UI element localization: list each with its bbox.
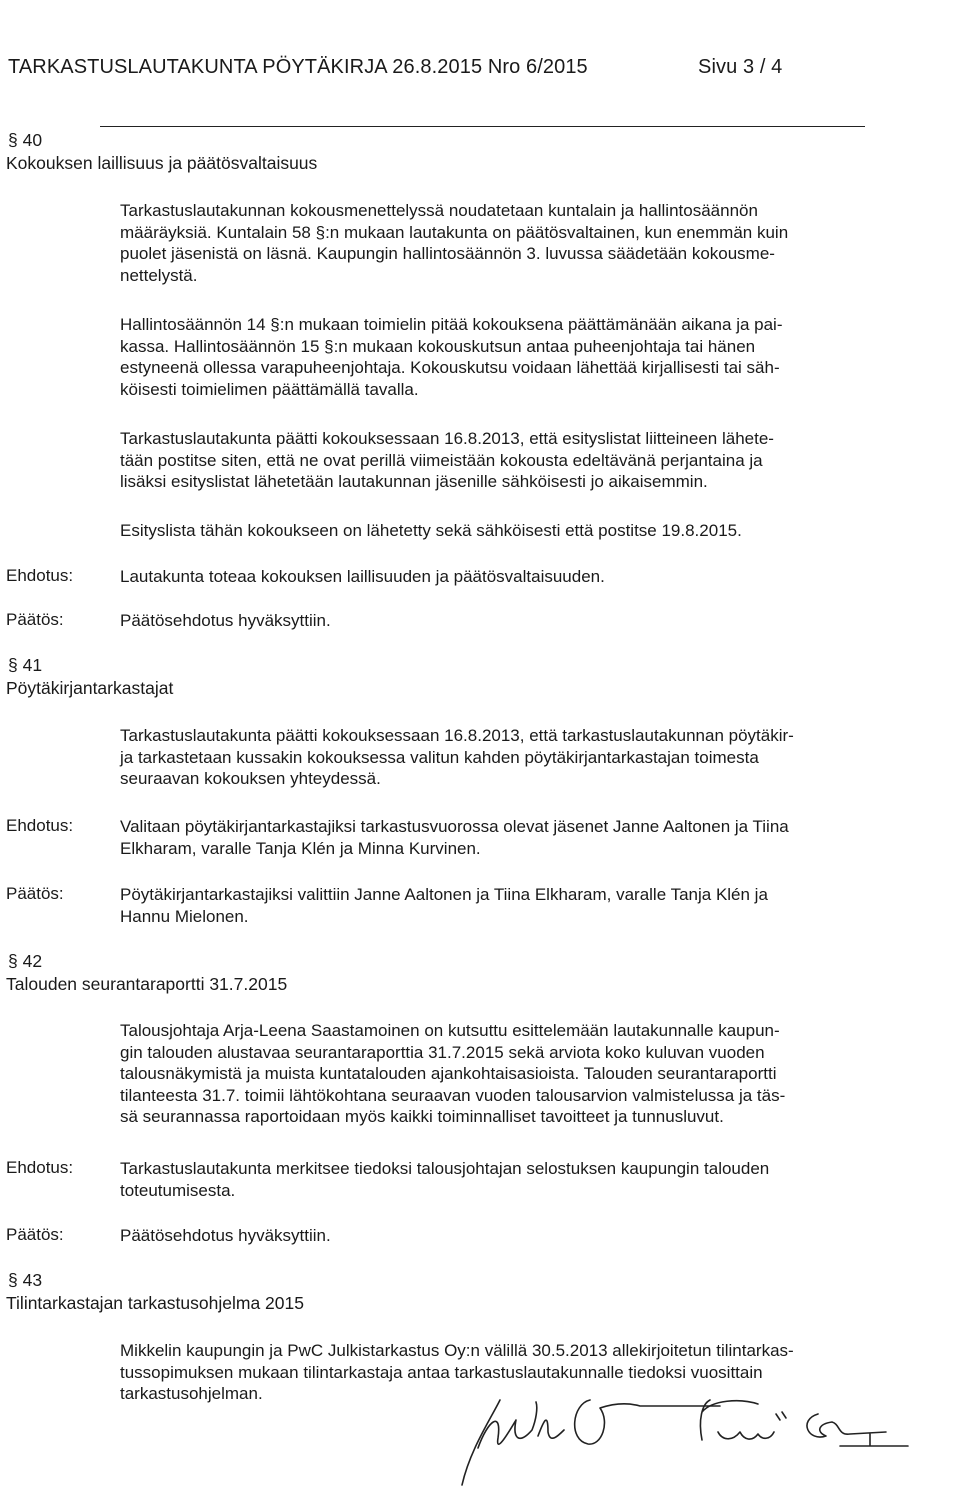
text-line: seuraavan kokouksen yhteydessä. [120, 769, 381, 788]
text-line: Päätösehdotus hyväksyttiin. [120, 1226, 331, 1245]
text-line: Mikkelin kaupungin ja PwC Julkistarkastus Oy:n välillä 30.5.2013 allekirjoitetun tilintarkas- [120, 1341, 794, 1360]
ehdotus-text [120, 1158, 769, 1201]
text-line: nettelystä. [120, 265, 198, 285]
text-line: Valitaan pöytäkirjantarkastajiksi tarkastusvuorossa olevat jäsenet Janne Aaltonen ja Tiina [120, 817, 789, 836]
section-title: Talouden seurantaraportti 31.7.2015 [6, 974, 288, 994]
text-line: gin talouden alustavaa seurantaraporttia 31.7.2015 sekä arviota koko kuluvan vuoden [120, 1042, 765, 1062]
signature-stroke [718, 1432, 774, 1439]
paatos-label: Päätös: [6, 610, 64, 629]
ehdotus-label: Ehdotus: [6, 566, 74, 585]
text-line: sä seurannassa raportoidaan myös kaikki toiminnalliset tavoitteet ja tunnusluvut. [120, 1107, 724, 1126]
text-line: Lautakunta toteaa kokouksen laillisuuden ja päätösvaltaisuuden. [120, 567, 605, 586]
paragraph [120, 200, 920, 286]
section-number: § 41 [8, 655, 43, 675]
text-line: määräyksiä. Kuntalain 58 §:n mukaan lautakunta on päätösvaltainen, kun enemmän kuin [120, 222, 789, 242]
text-line: Tarkastuslautakunta päätti kokouksessaan 16.8.2013, että esityslistat liitteineen lähete- [120, 429, 774, 448]
text-line: Hallintosäännön 14 §:n mukaan toimielin pitää kokouksena päättämänään aikana ja pai- [120, 315, 783, 334]
paragraph [120, 725, 920, 790]
section-number: § 43 [8, 1270, 43, 1290]
paragraph [120, 1020, 920, 1128]
text-line: Hannu Mielonen. [120, 906, 249, 926]
text-line: tilanteesta 31.7. toimii lähtökohtana seuraavan vuoden talousarvion valmistelussa ja täs- [120, 1085, 786, 1105]
text-line: Pöytäkirjantarkastajiksi valittiin Janne Aaltonen ja Tiina Elkharam, varalle Tanja Klén ja [120, 885, 768, 904]
page-header [8, 56, 783, 79]
ehdotus-text [120, 816, 789, 859]
text-line: tussopimuksen mukaan tilintarkastaja antaa tarkastuslautakunnalle tiedoksi vuosittain [120, 1362, 763, 1382]
paatos-text [120, 610, 331, 632]
signature-stroke [478, 1402, 564, 1448]
paatos-label: Päätös: [6, 1225, 64, 1244]
text-line: köisesti toimielimen päättämällä tavalla. [120, 379, 419, 399]
paragraph [120, 428, 920, 493]
text-line: ja tarkastetaan kussakin kokouksessa valitun kahden pöytäkirjantarkastajan toimesta [120, 747, 759, 767]
page-number: Sivu 3 / 4 [698, 56, 783, 78]
paatos-text [120, 1225, 331, 1247]
signature-stroke [807, 1414, 908, 1446]
header-divider [100, 126, 865, 127]
signature-stroke [575, 1400, 720, 1444]
section-title: Kokouksen laillisuus ja päätösvaltaisuus [6, 153, 318, 173]
section-title: Pöytäkirjantarkastajat [6, 678, 174, 698]
document-title: TARKASTUSLAUTAKUNTA PÖYTÄKIRJA 26.8.2015 Nro 6/2015 [8, 56, 588, 78]
text-line: estyneenä ollessa varapuheenjohtaja. Kokouskutsu voidaan lähettää kirjallisesti tai säh- [120, 358, 780, 377]
text-line: Elkharam, varalle Tanja Klén ja Minna Kurvinen. [120, 838, 481, 858]
signature-stroke [700, 1400, 758, 1440]
text-line: Päätösehdotus hyväksyttiin. [120, 611, 331, 630]
paragraph [120, 520, 920, 542]
text-line: Talousjohtaja Arja-Leena Saastamoinen on kutsuttu esittelemään lautakunnalle kaupun- [120, 1021, 780, 1040]
text-line: Esityslista tähän kokoukseen on lähetetty sekä sähköisesti että postitse 19.8.2015. [120, 521, 742, 540]
ehdotus-text [120, 566, 605, 588]
text-line: toteutumisesta. [120, 1180, 236, 1200]
text-line: Tarkastuslautakunnan kokousmenettelyssä noudatetaan kuntalain ja hallintosäännön [120, 201, 758, 220]
signature-stroke [462, 1400, 500, 1485]
text-line: tään postitse siten, että ne ovat perillä viimeistään kokousta edeltävänä perjantaina ja [120, 450, 763, 470]
ehdotus-label: Ehdotus: [6, 816, 74, 835]
section-number: § 42 [8, 951, 43, 971]
text-line: Tarkastuslautakunta päätti kokouksessaan 16.8.2013, että tarkastuslautakunnan pöytäkir- [120, 726, 794, 745]
paatos-label: Päätös: [6, 884, 64, 903]
handwritten-signatures [440, 1360, 910, 1490]
text-line: Tarkastuslautakunta merkitsee tiedoksi talousjohtajan selostuksen kaupungin talouden [120, 1159, 770, 1178]
section-number: § 40 [8, 130, 43, 150]
text-line: puolet jäsenistä on läsnä. Kaupungin hallintosäännön 3. luvussa säädetään kokousme- [120, 244, 775, 263]
text-line: lisäksi esityslistat lähetetään lautakunnan jäsenille sähköisesti jo aikaisemmin. [120, 472, 708, 491]
text-line: talousnäkymistä ja muista kuntatalouden ajankohtaisasioista. Talouden seurantaraportti [120, 1064, 777, 1083]
text-line: tarkastusohjelman. [120, 1384, 263, 1403]
paatos-text [120, 884, 768, 927]
ehdotus-label: Ehdotus: [6, 1158, 74, 1177]
signature-stroke [776, 1412, 786, 1420]
text-line: kassa. Hallintosäännön 15 §:n mukaan kokouskutsun antaa puheenjohtaja tai hänen [120, 336, 756, 356]
paragraph [120, 314, 920, 400]
section-title: Tilintarkastajan tarkastusohjelma 2015 [6, 1293, 304, 1313]
